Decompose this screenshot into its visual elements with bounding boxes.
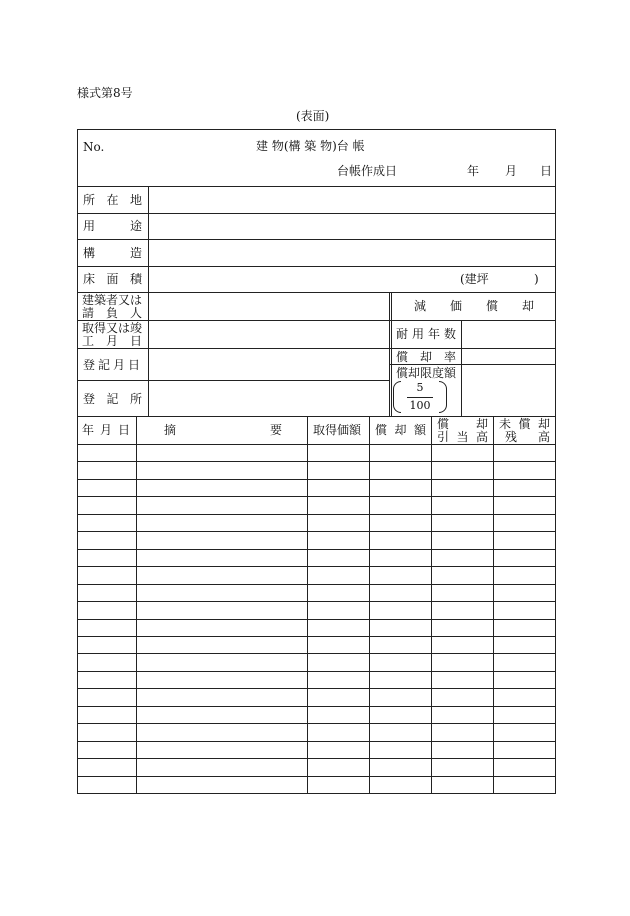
fraction-numerator: 5: [416, 381, 424, 394]
label-char: 率: [443, 350, 456, 364]
use-label: [83, 219, 142, 233]
col-acquisition-header: 取得価額: [313, 423, 362, 437]
table-row: [77, 461, 556, 462]
form-title: 建 物(構 築 物)台 帳: [256, 139, 365, 153]
label-char: 高: [475, 430, 488, 444]
label-char: 償: [375, 423, 388, 437]
label-char: 償: [437, 417, 450, 431]
label-char: 在: [106, 193, 119, 207]
table-row: [77, 793, 556, 794]
table-row: [77, 496, 556, 497]
label-char: 途: [129, 219, 142, 233]
table-row: [77, 584, 556, 585]
year-label: 年: [467, 164, 480, 178]
label-char: 却: [537, 417, 550, 431]
tsubo-close-label: ): [534, 272, 539, 286]
col-dep-alloc-header-2: [437, 430, 488, 444]
label-char: 月: [112, 358, 125, 372]
depreciation-title: [414, 299, 534, 313]
label-char: 当: [456, 430, 469, 444]
label-char: 数: [443, 327, 456, 341]
grid-line: [77, 444, 556, 445]
grid-line: [431, 416, 432, 793]
table-row: [77, 758, 556, 759]
label-char: 床: [83, 272, 96, 286]
table-row: [77, 776, 556, 777]
month-label: 月: [505, 164, 518, 178]
grid-line: [148, 186, 149, 416]
label-char: 工: [82, 334, 95, 348]
col-undep-header-2: [505, 430, 550, 444]
table-row: [77, 479, 556, 480]
table-row: [77, 636, 556, 637]
acquired-label-line2: [82, 334, 142, 348]
right-paren: [439, 381, 447, 413]
useful-life-label: [396, 327, 456, 341]
label-char: 用: [411, 327, 424, 341]
label-char: 償: [485, 299, 498, 313]
table-row: [77, 601, 556, 602]
label-char: 償: [518, 417, 531, 431]
table-row: [77, 653, 556, 654]
label-char: 所: [129, 392, 142, 406]
depreciation-limit-label: 償却限度額: [396, 366, 457, 380]
grid-line: [493, 416, 494, 793]
table-row: [77, 723, 556, 724]
location-label: [83, 193, 142, 207]
label-char: 積: [129, 272, 142, 286]
label-char: 日: [129, 334, 142, 348]
table-row: [77, 671, 556, 672]
label-char: 所: [83, 193, 96, 207]
col-summary-header-1: 摘: [164, 423, 177, 437]
label-char: 額: [413, 423, 426, 437]
depreciation-fraction: [393, 381, 447, 415]
table-row: [77, 566, 556, 567]
label-char: 造: [129, 246, 142, 260]
registration-date-label: [83, 358, 140, 372]
day-label: 日: [540, 164, 553, 178]
structure-label: [83, 246, 142, 260]
table-row: [77, 706, 556, 707]
fraction-denominator: 100: [409, 399, 431, 412]
label-char: 年: [427, 327, 440, 341]
acquired-label-line1: 取得又は竣: [82, 321, 143, 335]
builder-label-line1: 建築者又は: [82, 293, 143, 307]
label-char: 高: [537, 430, 550, 444]
tsubo-open-label: (建坪: [460, 272, 489, 286]
col-depreciation-header: [375, 423, 426, 437]
registry-office-label: [83, 392, 142, 406]
floor-area-label: [83, 272, 142, 286]
label-char: 負: [105, 306, 118, 320]
label-char: 記: [97, 358, 110, 372]
label-char: 日: [127, 358, 140, 372]
table-row: [77, 514, 556, 515]
table-row: [77, 688, 556, 689]
label-char: 却: [475, 417, 488, 431]
col-summary-header-2: 要: [270, 423, 283, 437]
label-char: 用: [83, 219, 96, 233]
label-char: 人: [129, 306, 142, 320]
grid-line: [77, 348, 390, 349]
col-date-header: [82, 423, 130, 437]
grid-line: [369, 416, 370, 793]
label-char: 地: [129, 193, 142, 207]
table-row: [77, 619, 556, 620]
label-char: 耐: [396, 327, 409, 341]
label-char: 残: [505, 430, 518, 444]
label-char: 面: [106, 272, 119, 286]
grid-line: [389, 292, 392, 416]
grid-line: [390, 348, 556, 349]
ledger-created-label: 台帳作成日: [337, 164, 398, 178]
grid-line: [390, 320, 556, 321]
label-char: 記: [106, 392, 119, 406]
label-char: 構: [83, 246, 96, 260]
label-char: 引: [437, 430, 450, 444]
left-paren: [393, 381, 401, 413]
table-row: [77, 741, 556, 742]
no-label: No.: [83, 140, 105, 154]
label-char: 年: [82, 423, 95, 437]
label-char: 日: [117, 423, 130, 437]
label-char: 却: [419, 350, 432, 364]
builder-label-line2: [82, 306, 142, 320]
side-label: (表面): [296, 109, 330, 123]
label-char: 月: [99, 423, 112, 437]
label-char: 登: [83, 392, 96, 406]
col-dep-alloc-header-1: [437, 417, 488, 431]
grid-line: [461, 320, 462, 416]
table-row: [77, 531, 556, 532]
label-char: 登: [83, 358, 96, 372]
grid-line: [307, 416, 308, 793]
label-char: 請: [82, 306, 95, 320]
label-char: 未: [499, 417, 512, 431]
fraction-bar: [407, 397, 433, 398]
col-undep-header-1: [499, 417, 550, 431]
label-char: 月: [105, 334, 118, 348]
label-char: 却: [394, 423, 407, 437]
grid-line: [390, 364, 556, 365]
form-number: 様式第8号: [77, 86, 133, 100]
label-char: 減: [414, 299, 427, 313]
label-char: 却: [521, 299, 534, 313]
grid-line: [136, 416, 137, 793]
label-char: 価: [449, 299, 462, 313]
grid-line: [77, 380, 390, 381]
table-row: [77, 549, 556, 550]
depreciation-rate-label: [396, 350, 456, 364]
label-char: 償: [396, 350, 409, 364]
